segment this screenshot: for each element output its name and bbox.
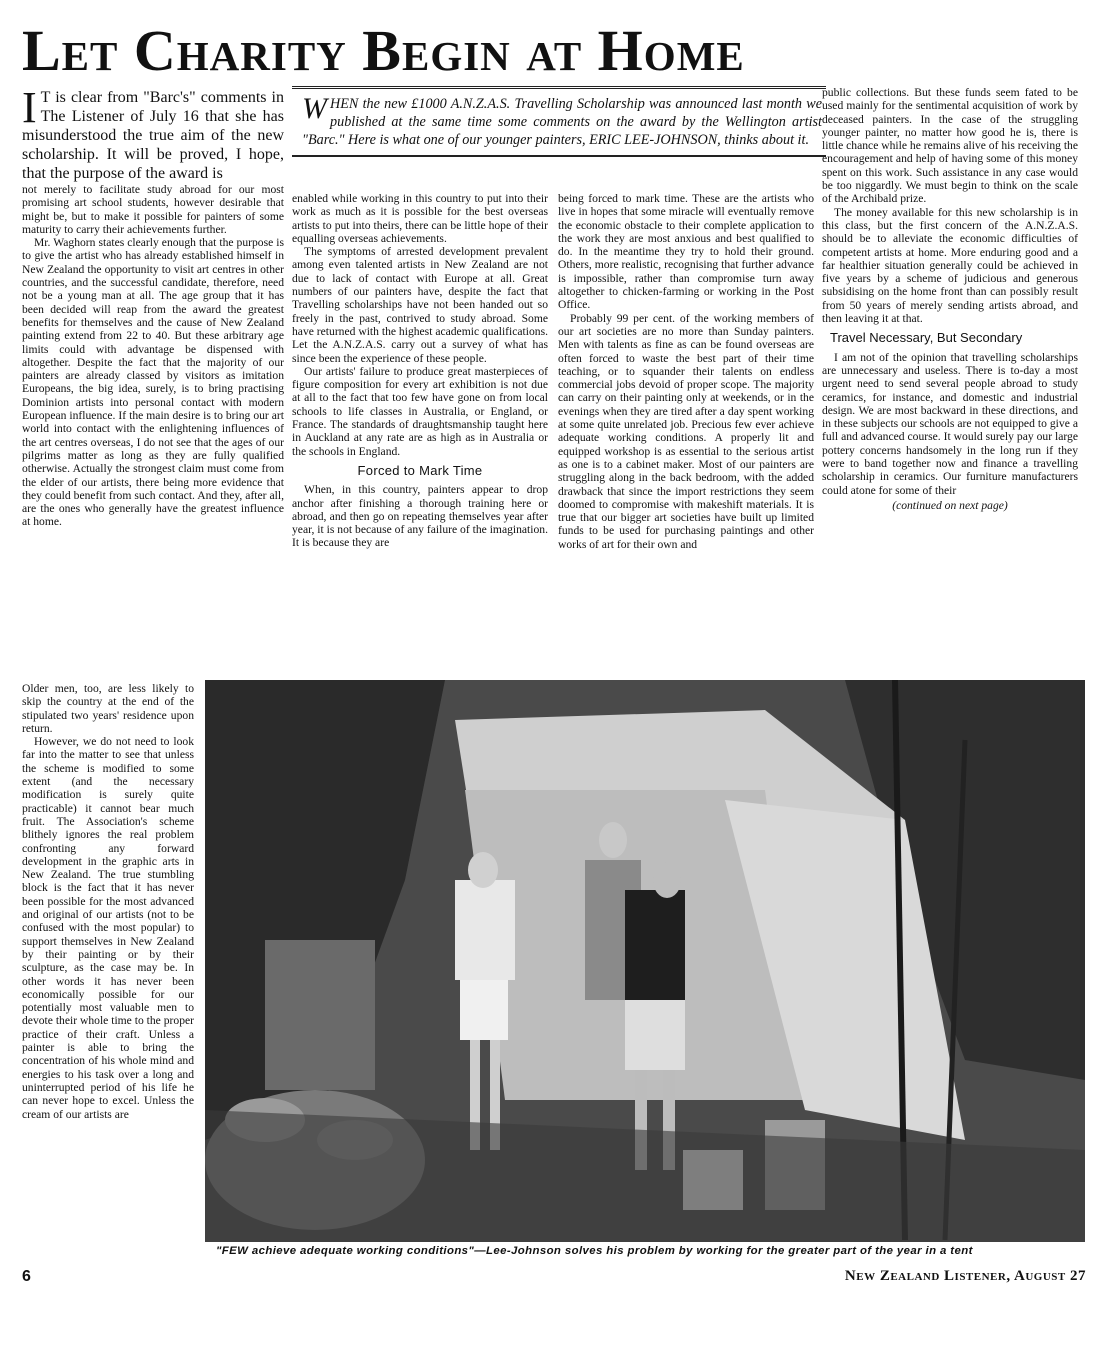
lead-text: T is clear from "Barc's" comments in The Listener of July 16 that she has misunderstood the true aim of the new scholarship. It will be proved, I hope, that the purpose of the award is [22, 89, 284, 182]
magazine-footer: New Zealand Listener, August 27 [844, 1268, 1086, 1284]
intro-text: HEN the new £1000 A.N.Z.A.S. Travelling Scholarship was announced last month we published at the same time some comments on the award by the Wellington artist "Barc." Here is what one of our younger painters, ERIC LEE-JOHNSON, thinks about it. [302, 96, 822, 148]
intro-box [292, 86, 826, 157]
subhead: Forced to Mark Time [357, 462, 483, 478]
intro-initial: W [302, 92, 327, 125]
paragraph: The symptoms of arrested development prevalent among even talented artists in New Zealand are not due to lack of contact with Europe at all. Great numbers of our painters have, despite the fact that Travelling scholarships have not been handed out so freely in the past, contrived to study abroad. Some have returned with the highest academic qualifications. Let the A.N.Z.A.S. carry out a survey of what has since been the experience of these people. [292, 245, 548, 365]
photo-illustration [205, 680, 1085, 1242]
photo-caption: "FEW achieve adequate working conditions"—Lee-Johnson solves his problem by working for the greater part of the year in a tent [216, 1245, 973, 1257]
column-1-narrow [22, 682, 194, 1264]
paragraph: The money available for this new scholarship is in this class, but the first concern of the A.N.Z.A.S. should be to alleviate the economic difficulties of competent artists at home. More enduring good and a far healthier situation generally could be achieved in five years by a scheme of judicious and generous subsidising on the home front than can possibly result from 50 years of merely sending artists abroad, and then leaving it at that. [822, 205, 1078, 326]
lead-paragraph [22, 88, 284, 183]
column-4 [822, 86, 1078, 674]
paragraph: public collections. But these funds seem fated to be used mainly for the sentimental acquisition of work by deceased painters. In the case of the struggling younger painter, no matter how good he is, there is little chance while he remains alive of his receiving the encouragement and help of having some of this money spent on this work. Such assistance in any case would be too niggardly. We must begin to think on the scale of the Archibald prize. [822, 86, 1078, 206]
paragraph: Our artists' failure to produce great masterpieces of figure composition for every art exhibition is not due at all to the fact that too few have gone on from local schools to life classes in Australia, or England, or France. The standards of draughtsmanship taught here in Auckland at any rate are as high as in Australia or the schools in England. [292, 364, 548, 458]
paragraph: I am not of the opinion that travelling scholarships are unnecessary and useless. There is to-day a most urgent need to send several people abroad to study ceramics, for instance, and domestic and industrial design. We are most backward in these directions, and in these subjects our schools are not equipped to give a full and advanced course. It would surely pay our large pottery concerns handsomely in the long run if they were to band together now and finance a travelling scholarship in ceramics. Our furniture manufacturers could atone for some of their [822, 350, 1078, 497]
drop-cap: I [22, 88, 37, 132]
column-1 [22, 88, 284, 680]
continued-note: (continued on next page) [892, 498, 1008, 512]
paragraph: However, we do not need to look far into the matter to see that unless the scheme is modified to some extent (and the necessary modification is surely quite practicable) it cannot bear much fruit. The Association's scheme blithely ignores the real problem confronting any forward development in the graphic arts in New Zealand. The true stumbling block is the fact that it has never been possible for the most advanced and original of our artists (not to be confused with the most popular) to support themselves in New Zealand by their painting or by their sculpture, as the case may be. In other words it has never been economically possible for our potentially most valuable men to devote their whole time to the proper practice of their craft. Unless a painter is able to bring the concentration of his whole mind and energies to his task over a long and uninterrupted period of his life he can never hope to excel. Unless the cream of our artists are [22, 735, 194, 1121]
paragraph: not merely to facilitate study abroad for our most promising art school students, however desirable that might be, but to make it possible for painters of some maturity to carry their achievements further. [22, 183, 284, 236]
paragraph: enabled while working in this country to put into their work as much as it is possible for the best overseas artists to put into theirs, there can be little hope of their equalling overseas achievements. [292, 192, 548, 245]
headline: Let Charity Begin at Home [22, 18, 745, 83]
paragraph: When, in this country, painters appear to drop anchor after finishing a thorough training here or abroad, and then go on repeating themselves year after year, it is not because of any failure of the imagination. It is because they are [292, 483, 548, 550]
page-number: 6 [22, 1268, 31, 1285]
paragraph: being forced to mark time. These are the artists who live in hopes that some miracle will eventually remove the economic obstacle to their complete application to the work they are most anxious and best qualified to do. In the meantime they try to hold their ground. Others, more realistic, recognising that further advance is impossible, rather than compromise turn away altogether to chicken-farming or working in the Post Office. [558, 192, 814, 312]
paragraph: Mr. Waghorn states clearly enough that the purpose is to give the artist who has already established himself in New Zealand the opportunity to visit art centres in other countries, and the successful candidate, therefore, need not be a young man at all. The age group that it has been decided will reap from the award the greatest benefits for themselves and the cause of New Zealand painting extend from 22 to 40. But these arbitrary age limits could with advantage be dispensed with altogether. Despite the fact that the majority of our painters are already classed by visitors as imitation Europeans, the big idea, surely, is to bring practising Dominion artists into personal contact with modern European influence. If the main desire is to bring our art world into contact with the enlightening influences of the art centres overseas, I do not see that the ages of our pilgrims matter as long as they are fully qualified otherwise. Actually the strongest claim must come from the elder of our artists, there being more evidence that they could benefit from such contact. And they, after all, are the ones who generally have the greatest influence at home. [22, 236, 284, 529]
subhead: Travel Necessary, But Secondary [830, 330, 1023, 346]
paragraph: Probably 99 per cent. of the working members of our art societies are no more than Sunday painters. Men with talents as fine as can be found overseas are often forced to waste the best part of their time teaching, or to squander their talents on endless commercial jobs devoid of proper scope. The majority can carry on their painting only at weekends, or in the evenings when they are tired after a day spent working at some quite unrelated job. Precious few ever achieve adequate working conditions. A properly lit and equipped workshop is as essential to the serious artist as one is to a cabinet maker. Most of our painters are struggling along in the back bedroom, with the added drawback that since the import restrictions they seem doomed to compromise with makeshift materials. It is true that our bigger art societies have built up limited funds to be used for purchasing paintings and other works of art for their own and [558, 311, 814, 551]
photo-tent-scene [205, 680, 1085, 1242]
paragraph: Older men, too, are less likely to skip the country at the end of the stipulated two years' residence upon return. [22, 682, 194, 735]
column-2 [292, 192, 548, 672]
column-3 [558, 192, 814, 672]
